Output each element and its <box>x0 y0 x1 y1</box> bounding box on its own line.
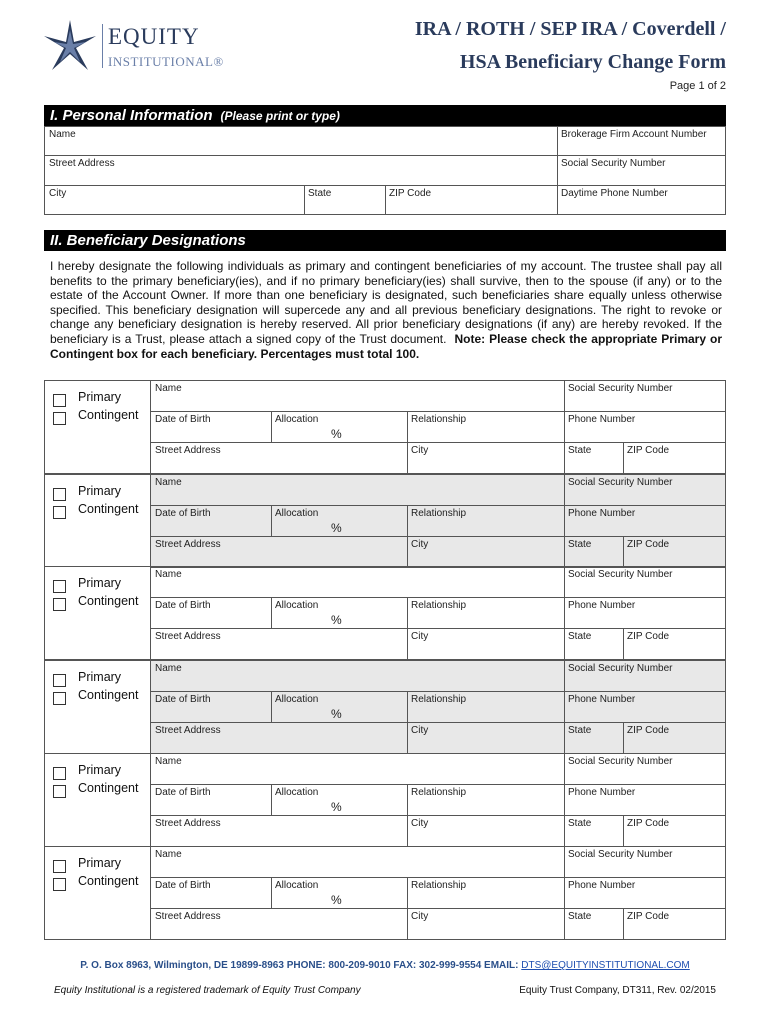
contingent-checkbox[interactable] <box>53 598 66 611</box>
beneficiary-ssn-label: Social Security Number <box>568 756 673 767</box>
beneficiary-street-field[interactable] <box>151 816 407 846</box>
beneficiary-phone-field[interactable] <box>564 598 727 628</box>
beneficiary-type-options <box>45 754 150 846</box>
ssn-field[interactable] <box>557 156 727 185</box>
beneficiary-name-label: Name <box>155 477 182 488</box>
logo-wordmark: EQUITY <box>108 24 200 49</box>
beneficiary-state-field[interactable] <box>564 629 623 659</box>
beneficiary-allocation-field[interactable] <box>271 506 407 536</box>
page-number: Page 1 of 2 <box>669 80 726 92</box>
beneficiary-block <box>44 474 726 568</box>
contingent-label: Contingent <box>78 594 139 608</box>
beneficiary-allocation-label: Allocation <box>275 787 319 798</box>
primary-checkbox[interactable] <box>53 394 66 407</box>
beneficiary-zip-field[interactable] <box>623 816 727 846</box>
beneficiary-block <box>44 660 726 754</box>
beneficiary-city-field[interactable] <box>407 909 564 939</box>
percent-sign: % <box>331 800 342 814</box>
primary-checkbox[interactable] <box>53 674 66 687</box>
beneficiary-relationship-field[interactable] <box>407 692 564 722</box>
beneficiary-allocation-field[interactable] <box>271 692 407 722</box>
primary-label: Primary <box>78 484 122 498</box>
beneficiary-name-label: Name <box>155 569 182 580</box>
primary-checkbox[interactable] <box>53 860 66 873</box>
designation-instructions <box>50 259 722 361</box>
contact-info: P. O. Box 8963, Wilmington, DE 19899-8963 PHONE: 800-209-9010 FAX: 302-999-9554 EMAIL: <box>80 960 522 971</box>
beneficiary-details <box>150 475 725 567</box>
beneficiary-state-field[interactable] <box>564 443 623 473</box>
beneficiary-state-field[interactable] <box>564 723 623 753</box>
beneficiary-ssn-field[interactable] <box>564 661 727 691</box>
beneficiary-zip-field[interactable] <box>623 629 727 659</box>
beneficiary-dob-label: Date of Birth <box>155 600 211 611</box>
beneficiary-city-field[interactable] <box>407 816 564 846</box>
beneficiary-city-label: City <box>411 818 429 829</box>
contingent-label: Contingent <box>78 874 139 888</box>
beneficiary-city-label: City <box>411 911 429 922</box>
email-link[interactable]: DTS@EQUITYINSTITUTIONAL.COM <box>521 960 690 971</box>
beneficiary-relationship-field[interactable] <box>407 506 564 536</box>
beneficiary-zip-label: ZIP Code <box>627 445 670 456</box>
beneficiary-details <box>150 754 725 846</box>
beneficiary-name-label: Name <box>155 756 182 767</box>
beneficiary-name-label: Name <box>155 663 182 674</box>
trademark-notice: Equity Institutional is a registered trademark of Equity Trust Company <box>54 985 361 996</box>
beneficiary-allocation-field[interactable] <box>271 598 407 628</box>
logo-divider <box>102 24 103 68</box>
contingent-checkbox[interactable] <box>53 692 66 705</box>
beneficiary-relationship-field[interactable] <box>407 598 564 628</box>
beneficiary-name-field[interactable] <box>151 847 564 877</box>
primary-label: Primary <box>78 576 122 590</box>
beneficiary-name-field[interactable] <box>151 661 564 691</box>
section1-header <box>44 105 726 126</box>
beneficiary-relationship-field[interactable] <box>407 878 564 908</box>
state-field[interactable] <box>304 186 385 215</box>
beneficiary-street-field[interactable] <box>151 629 407 659</box>
beneficiary-ssn-label: Social Security Number <box>568 663 673 674</box>
beneficiary-dob-label: Date of Birth <box>155 508 211 519</box>
beneficiary-zip-label: ZIP Code <box>627 725 670 736</box>
beneficiary-type-options <box>45 847 150 939</box>
beneficiary-zip-label: ZIP Code <box>627 631 670 642</box>
beneficiary-relationship-field[interactable] <box>407 412 564 442</box>
beneficiary-street-field[interactable] <box>151 443 407 473</box>
beneficiary-street-label: Street Address <box>155 725 221 736</box>
section2-title: II. Beneficiary Designations <box>50 232 246 249</box>
primary-label: Primary <box>78 670 122 684</box>
beneficiary-state-field[interactable] <box>564 537 623 567</box>
street-address-field[interactable] <box>45 156 557 185</box>
instructions-text: I hereby designate the following individuals as primary and contingent beneficiaries of my account. The trustee shall pay all benefits to the primary beneficiary(ies), and if no primary beneficiary(ies) shall survive, then to the spouse (if any) or to the estate of the Account Owner. If more than one beneficiary is designated, such beneficiaries share equally unless otherwise specified. This beneficiary designation will supercede any and all previous beneficiary designations. The right to revoke or change any beneficiary designation is hereby reserved. All prior beneficiary designations (if any) are hereby revoked. If the beneficiary is a Trust, please attach a signed copy of the Trust document. <box>50 259 722 346</box>
beneficiary-relationship-label: Relationship <box>411 508 467 519</box>
beneficiary-relationship-label: Relationship <box>411 694 467 705</box>
beneficiary-type-options <box>45 381 150 473</box>
beneficiary-ssn-field[interactable] <box>564 847 727 877</box>
beneficiary-state-label: State <box>568 445 592 456</box>
account-number-field[interactable] <box>557 127 727 155</box>
beneficiary-state-label: State <box>568 539 592 550</box>
beneficiary-street-label: Street Address <box>155 631 221 642</box>
form-revision: Equity Trust Company, DT311, Rev. 02/2015 <box>519 985 716 996</box>
contingent-checkbox[interactable] <box>53 506 66 519</box>
logo-subtitle: INSTITUTIONAL® <box>108 54 224 69</box>
beneficiary-name-field[interactable] <box>151 754 564 784</box>
section1-title: I. Personal Information <box>50 107 213 124</box>
beneficiary-dob-field[interactable] <box>151 598 271 628</box>
beneficiary-state-label: State <box>568 631 592 642</box>
beneficiary-phone-field[interactable] <box>564 692 727 722</box>
beneficiary-phone-label: Phone Number <box>568 787 636 798</box>
beneficiary-ssn-field[interactable] <box>564 381 727 411</box>
form-title-line1: IRA / ROTH / SEP IRA / Coverdell / <box>414 18 726 40</box>
primary-checkbox[interactable] <box>53 488 66 501</box>
primary-label: Primary <box>78 390 122 404</box>
primary-label: Primary <box>78 763 122 777</box>
beneficiary-city-label: City <box>411 445 429 456</box>
beneficiary-dob-label: Date of Birth <box>155 880 211 891</box>
beneficiary-state-label: State <box>568 911 592 922</box>
contingent-label: Contingent <box>78 502 139 516</box>
street-address-label: Street Address <box>49 158 115 169</box>
contact-footer <box>0 960 770 971</box>
beneficiary-phone-label: Phone Number <box>568 600 636 611</box>
beneficiary-phone-label: Phone Number <box>568 508 636 519</box>
contingent-label: Contingent <box>78 688 139 702</box>
daytime-phone-field[interactable] <box>557 186 727 215</box>
beneficiary-details <box>150 567 725 659</box>
beneficiary-allocation-label: Allocation <box>275 880 319 891</box>
beneficiary-phone-label: Phone Number <box>568 694 636 705</box>
beneficiary-name-field[interactable] <box>151 381 564 411</box>
state-label: State <box>308 188 332 199</box>
beneficiary-dob-field[interactable] <box>151 785 271 815</box>
account-number-label: Brokerage Firm Account Number <box>561 129 707 140</box>
name-label: Name <box>49 129 76 140</box>
beneficiary-ssn-field[interactable] <box>564 567 727 597</box>
beneficiary-block <box>44 380 726 474</box>
beneficiary-details <box>150 661 725 753</box>
percent-sign: % <box>331 707 342 721</box>
beneficiary-phone-field[interactable] <box>564 506 727 536</box>
beneficiary-state-field[interactable] <box>564 909 623 939</box>
percent-sign: % <box>331 613 342 627</box>
contingent-checkbox[interactable] <box>53 412 66 425</box>
section1-subtitle: (Please print or type) <box>220 109 340 123</box>
beneficiary-zip-field[interactable] <box>623 443 727 473</box>
beneficiary-ssn-label: Social Security Number <box>568 477 673 488</box>
beneficiary-block <box>44 753 726 847</box>
beneficiary-dob-field[interactable] <box>151 692 271 722</box>
beneficiary-street-label: Street Address <box>155 445 221 456</box>
beneficiary-relationship-field[interactable] <box>407 785 564 815</box>
primary-checkbox[interactable] <box>53 767 66 780</box>
beneficiary-phone-label: Phone Number <box>568 880 636 891</box>
beneficiary-relationship-label: Relationship <box>411 787 467 798</box>
city-field[interactable] <box>45 186 304 215</box>
beneficiary-type-options <box>45 567 150 659</box>
contingent-label: Contingent <box>78 408 139 422</box>
beneficiary-state-field[interactable] <box>564 816 623 846</box>
beneficiary-allocation-field[interactable] <box>271 878 407 908</box>
beneficiary-state-label: State <box>568 818 592 829</box>
beneficiary-city-field[interactable] <box>407 629 564 659</box>
beneficiary-city-label: City <box>411 539 429 550</box>
beneficiary-allocation-label: Allocation <box>275 694 319 705</box>
beneficiary-ssn-field[interactable] <box>564 475 727 505</box>
percent-sign: % <box>331 427 342 441</box>
note-label: Note <box>454 331 482 346</box>
percent-sign: % <box>331 521 342 535</box>
beneficiary-street-label: Street Address <box>155 818 221 829</box>
beneficiary-dob-field[interactable] <box>151 878 271 908</box>
beneficiary-phone-field[interactable] <box>564 785 727 815</box>
beneficiary-street-label: Street Address <box>155 911 221 922</box>
beneficiary-dob-label: Date of Birth <box>155 414 211 425</box>
beneficiary-name-label: Name <box>155 849 182 860</box>
beneficiary-relationship-label: Relationship <box>411 600 467 611</box>
ssn-label: Social Security Number <box>561 158 666 169</box>
primary-label: Primary <box>78 856 122 870</box>
beneficiary-city-field[interactable] <box>407 537 564 567</box>
beneficiary-dob-label: Date of Birth <box>155 787 211 798</box>
beneficiary-zip-label: ZIP Code <box>627 539 670 550</box>
company-logo <box>42 18 242 78</box>
beneficiary-zip-field[interactable] <box>623 909 727 939</box>
beneficiary-ssn-label: Social Security Number <box>568 849 673 860</box>
section2-header <box>44 230 726 251</box>
daytime-phone-label: Daytime Phone Number <box>561 188 668 199</box>
personal-info-grid <box>44 126 726 215</box>
beneficiary-zip-field[interactable] <box>623 723 727 753</box>
beneficiary-dob-label: Date of Birth <box>155 694 211 705</box>
form-title-line2: HSA Beneficiary Change Form <box>459 51 726 73</box>
beneficiary-type-options <box>45 475 150 567</box>
beneficiary-block <box>44 846 726 940</box>
beneficiary-street-field[interactable] <box>151 909 407 939</box>
beneficiary-city-label: City <box>411 631 429 642</box>
beneficiary-city-field[interactable] <box>407 723 564 753</box>
beneficiary-name-field[interactable] <box>151 567 564 597</box>
name-field[interactable] <box>45 127 557 155</box>
beneficiary-type-options <box>45 661 150 753</box>
zip-label: ZIP Code <box>389 188 432 199</box>
beneficiary-zip-field[interactable] <box>623 537 727 567</box>
contingent-checkbox[interactable] <box>53 878 66 891</box>
beneficiary-dob-field[interactable] <box>151 412 271 442</box>
beneficiary-block <box>44 566 726 660</box>
beneficiary-phone-field[interactable] <box>564 878 727 908</box>
percent-sign: % <box>331 893 342 907</box>
star-logo-icon <box>42 18 98 74</box>
beneficiary-state-label: State <box>568 725 592 736</box>
beneficiary-ssn-label: Social Security Number <box>568 569 673 580</box>
beneficiary-name-field[interactable] <box>151 475 564 505</box>
note-text: : Please check the appropriate Primary or Contingent box for each beneficiary. Percentages must total 100. <box>50 331 723 361</box>
beneficiary-allocation-field[interactable] <box>271 785 407 815</box>
beneficiary-street-field[interactable] <box>151 537 407 567</box>
beneficiary-dob-field[interactable] <box>151 506 271 536</box>
beneficiary-allocation-label: Allocation <box>275 600 319 611</box>
beneficiary-name-label: Name <box>155 383 182 394</box>
zip-field[interactable] <box>385 186 557 215</box>
beneficiary-relationship-label: Relationship <box>411 880 467 891</box>
beneficiary-phone-label: Phone Number <box>568 414 636 425</box>
contingent-checkbox[interactable] <box>53 785 66 798</box>
beneficiary-zip-label: ZIP Code <box>627 818 670 829</box>
beneficiary-city-label: City <box>411 725 429 736</box>
beneficiary-street-field[interactable] <box>151 723 407 753</box>
contingent-label: Contingent <box>78 781 139 795</box>
beneficiary-phone-field[interactable] <box>564 412 727 442</box>
beneficiary-allocation-label: Allocation <box>275 508 319 519</box>
beneficiary-ssn-field[interactable] <box>564 754 727 784</box>
beneficiary-street-label: Street Address <box>155 539 221 550</box>
beneficiary-ssn-label: Social Security Number <box>568 383 673 394</box>
beneficiary-city-field[interactable] <box>407 443 564 473</box>
beneficiary-details <box>150 381 725 473</box>
beneficiary-details <box>150 847 725 939</box>
beneficiary-relationship-label: Relationship <box>411 414 467 425</box>
beneficiary-allocation-label: Allocation <box>275 414 319 425</box>
beneficiary-allocation-field[interactable] <box>271 412 407 442</box>
primary-checkbox[interactable] <box>53 580 66 593</box>
city-label: City <box>49 188 67 199</box>
beneficiary-zip-label: ZIP Code <box>627 911 670 922</box>
